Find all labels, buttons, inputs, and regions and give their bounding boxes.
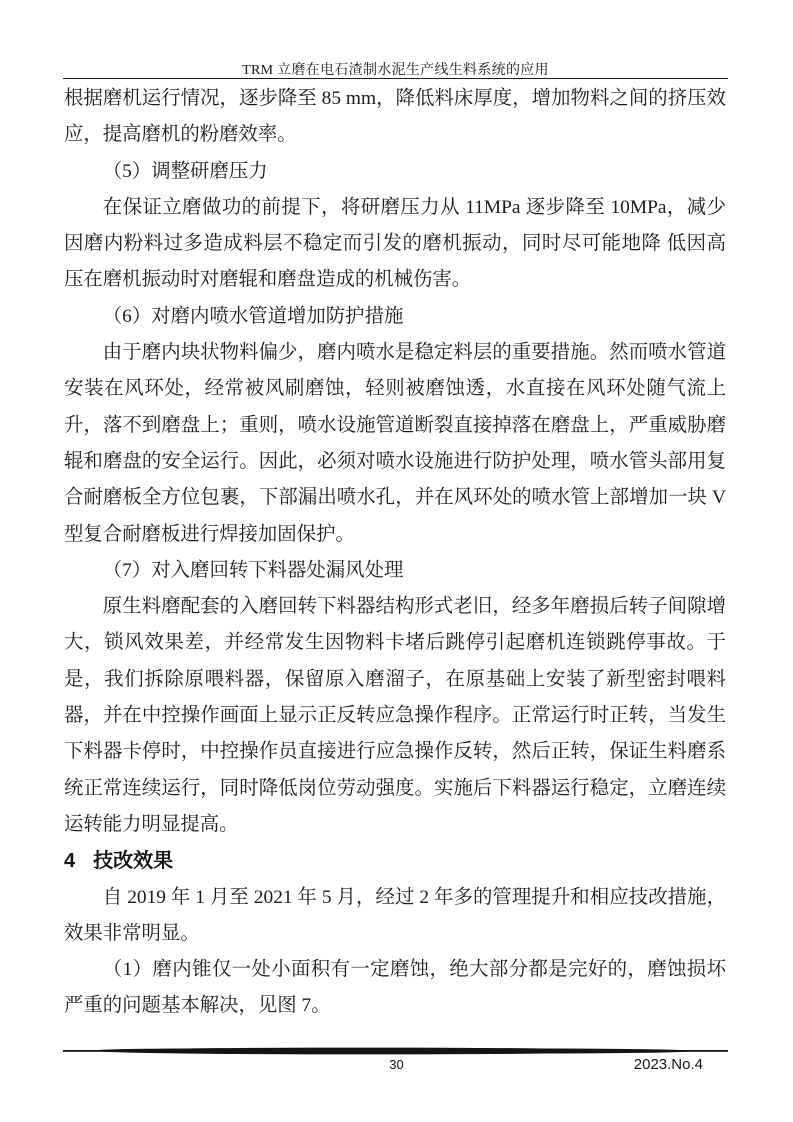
body-paragraph: （6）对磨内喷水管道增加防护措施 — [102, 305, 404, 327]
header-rule — [63, 78, 728, 79]
body-paragraph: 由于磨内块状物料偏少，磨内喷水是稳定料层的重要措施。然而喷水管道安装在风环处，经常被风刷磨蚀，轻则被磨蚀透，水直接在风环处随气流上升，落不到磨盘上；重则，喷水设施管道断裂直接掉落在磨盘上，严重威胁磨辊和磨盘的安全运行。因此，必须对喷水设施进行防护处理，喷水管头部用复合耐磨板全方位包裹，下部漏出喷水孔，并在风环处的喷水管上部增加一块 V 型复合耐磨板进行焊接加固保护。 — [64, 342, 726, 545]
section-title: 技改效果 — [93, 850, 174, 873]
section-number: 4 — [64, 850, 76, 873]
footer-page-number: 30 — [389, 1057, 404, 1072]
body-paragraph: 自 2019 年 1 月至 2021 年 5 月，经过 2 年多的管理提升和相应技改措施，效果非常明显。 — [64, 886, 726, 944]
section-heading — [64, 843, 726, 879]
footer-issue-label: 2023.No.4 — [633, 1056, 703, 1073]
body-paragraph: （5）调整研磨压力 — [102, 160, 268, 182]
running-head-title: TRM 立磨在电石渣制水泥生产线生料系统的应用 — [242, 63, 549, 78]
body-paragraph: （1）磨内锥仅一处小面积有一定磨蚀，绝大部分都是完好的，磨蚀损坏严重的问题基本解决，见图 7。 — [64, 959, 726, 1017]
body-paragraph: （7）对入磨回转下料器处漏风处理 — [102, 559, 404, 581]
footer-rule-bar — [63, 1045, 728, 1057]
body-paragraph: 原生料磨配套的入磨回转下料器结构形式老旧，经多年磨损后转子间隙增大，锁风效果差，并经常发生因物料卡堵后跳停引起磨机连锁跳停事故。于是，我们拆除原喂料器，保留原入磨溜子，在原基础上安装了新型密封喂料器，并在中控操作画面上显示正反转应急操作程序。正常运行时正转，当发生下料器卡停时，中控操作员直接进行应急操作反转，然后正转，保证生料磨系统正常连续运行，同时降低岗位劳动强度。实施后下料器运行稳定，立磨连续运转能力明显提高。 — [64, 596, 726, 835]
body-paragraph: 在保证立磨做功的前提下，将研磨压力从 11MPa 逐步降至 10MPa，减少因磨内粉料过多造成料层不稳定而引发的磨机振动，同时尽可能地降 低因高压在磨机振动时对磨辊和磨盘造成的机械伤害。 — [64, 196, 726, 291]
article-body — [64, 81, 726, 1025]
body-paragraph: 根据磨机运行情况，逐步降至 85 mm，降低料床厚度，增加物料之间的挤压效应，提高磨机的粉磨效率。 — [64, 88, 726, 146]
